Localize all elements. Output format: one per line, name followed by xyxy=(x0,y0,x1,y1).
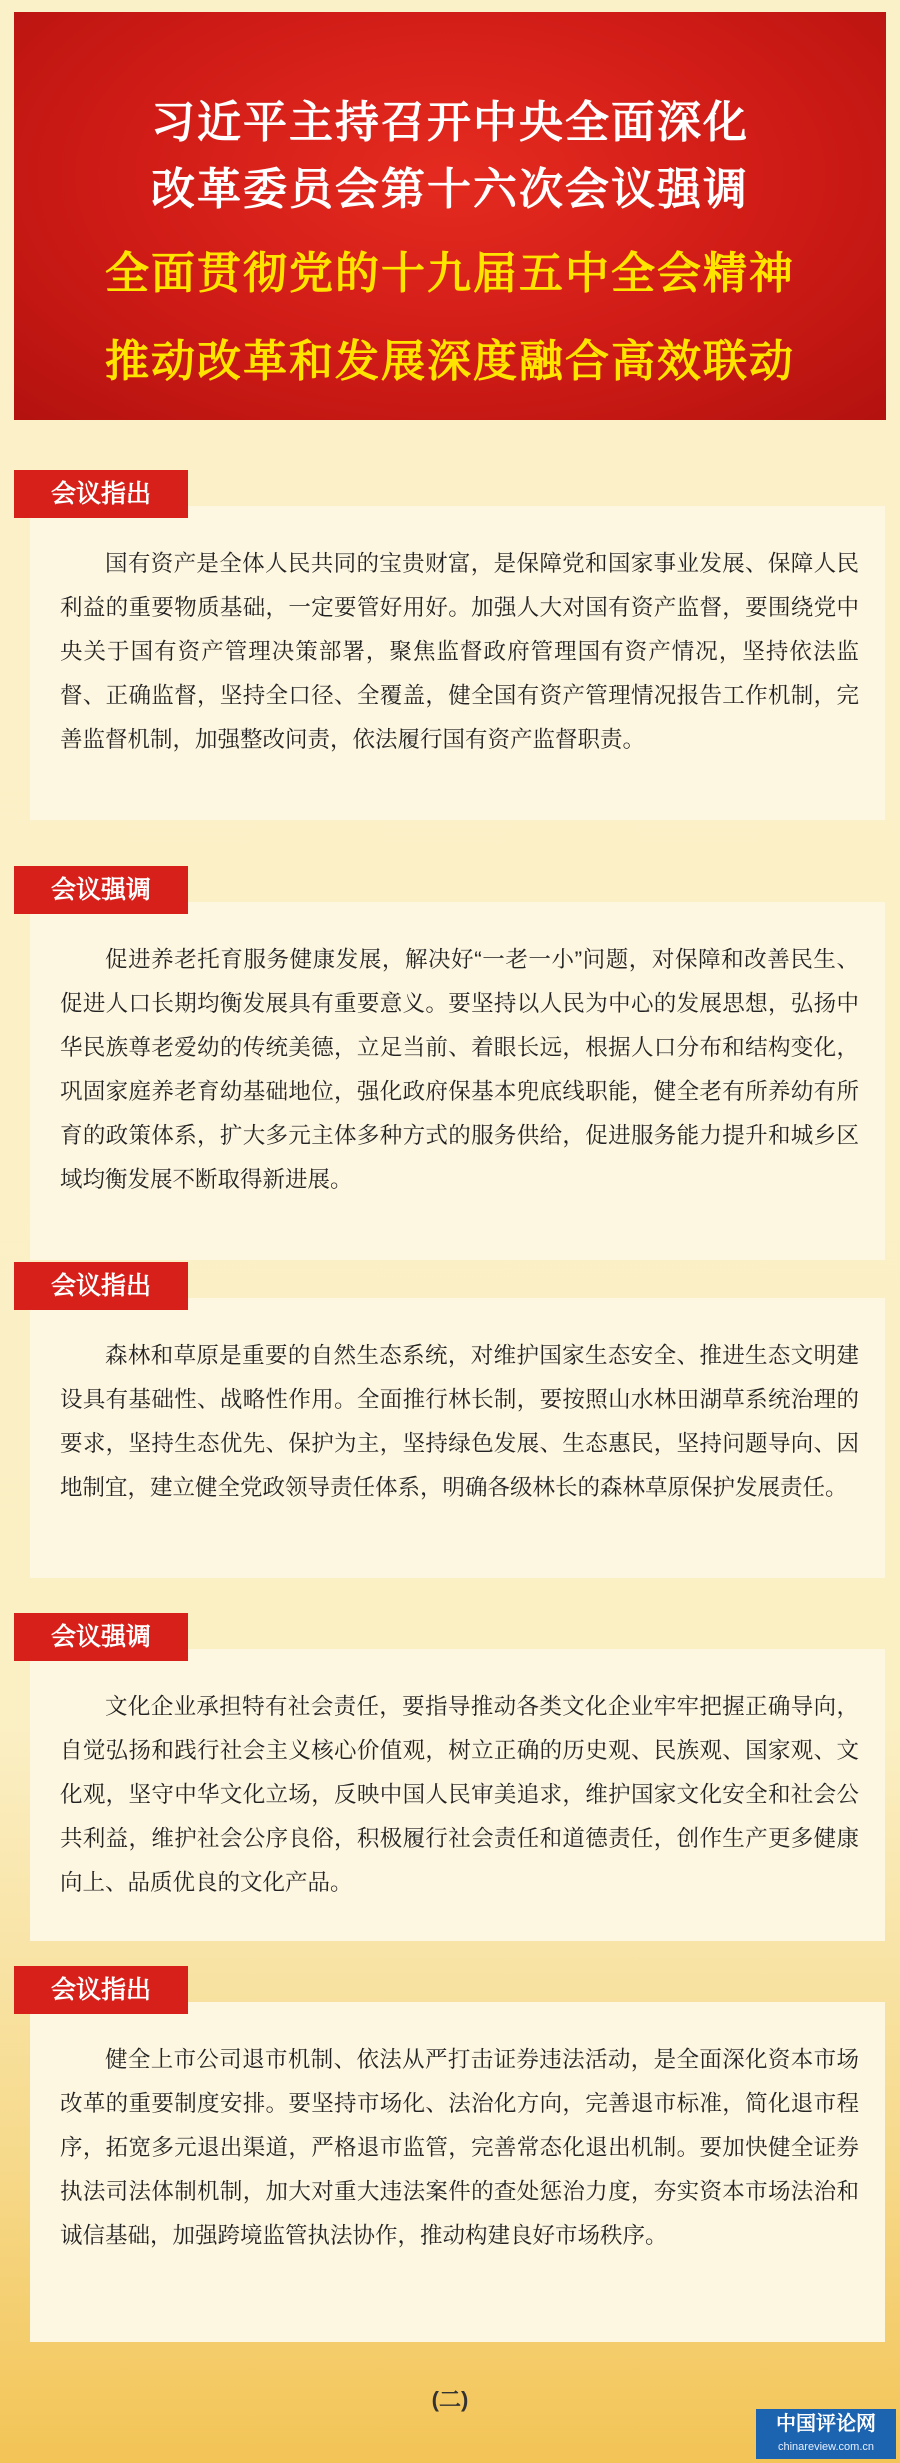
title-line-2: 改革委员会第十六次会议强调 xyxy=(151,165,749,214)
watermark-logo xyxy=(756,2409,896,2459)
section-panel xyxy=(30,902,885,1260)
section-tag: 会议强调 xyxy=(14,866,188,914)
section-text: 文化企业承担特有社会责任，要指导推动各类文化企业牢牢把握正确导向，自觉弘扬和践行社会主义核心价值观，树立正确的历史观、民族观、国家观、文化观，坚守中华文化立场，反映中国人民审美追求，维护国家文化安全和社会公共利益，维护社会公序良俗，积极履行社会责任和道德责任，创作生产更多健康向上、品质优良的文化产品。 xyxy=(60,1694,859,1895)
page-number: (二) xyxy=(431,2387,469,2412)
section-tag: 会议指出 xyxy=(14,1966,188,2014)
watermark-url: chinareview.com.cn xyxy=(778,2441,874,2453)
title-banner xyxy=(14,12,886,420)
title-line-1: 习近平主持召开中央全面深化 xyxy=(151,98,749,147)
title-line-4: 推动改革和发展深度融合高效联动 xyxy=(105,337,795,386)
section-panel xyxy=(30,506,885,820)
section-text: 国有资产是全体人民共同的宝贵财富，是保障党和国家事业发展、保障人民利益的重要物质基础，一定要管好用好。加强人大对国有资产监督，要围绕党中央关于国有资产管理决策部署，聚焦监督政府管理国有资产情况，坚持依法监督、正确监督，坚持全口径、全覆盖，健全国有资产管理情况报告工作机制，完善监督机制，加强整改问责，依法履行国有资产监督职责。 xyxy=(60,551,859,752)
section-panel xyxy=(30,2002,885,2342)
title-line-3: 全面贯彻党的十九届五中全会精神 xyxy=(105,249,795,298)
section-tag: 会议指出 xyxy=(14,1262,188,1310)
section-tag: 会议强调 xyxy=(14,1613,188,1661)
section-text: 促进养老托育服务健康发展，解决好“一老一小”问题，对保障和改善民生、促进人口长期均衡发展具有重要意义。要坚持以人民为中心的发展思想，弘扬中华民族尊老爱幼的传统美德，立足当前、着眼长远，根据人口分布和结构变化，巩固家庭养老育幼基础地位，强化政府保基本兜底线职能，健全老有所养幼有所育的政策体系，扩大多元主体多种方式的服务供给，促进服务能力提升和城乡区域均衡发展不断取得新进展。 xyxy=(60,947,859,1192)
section-tag: 会议指出 xyxy=(14,470,188,518)
section-panel xyxy=(30,1298,885,1578)
section-panel xyxy=(30,1649,885,1941)
section-text: 健全上市公司退市机制、依法从严打击证券违法活动，是全面深化资本市场改革的重要制度安排。要坚持市场化、法治化方向，完善退市标准，简化退市程序，拓宽多元退出渠道，严格退市监管，完善常态化退出机制。要加快健全证券执法司法体制机制，加大对重大违法案件的查处惩治力度，夯实资本市场法治和诚信基础，加强跨境监管执法协作，推动构建良好市场秩序。 xyxy=(60,2047,859,2248)
watermark-title: 中国评论网 xyxy=(776,2413,876,2435)
section-text: 森林和草原是重要的自然生态系统，对维护国家生态安全、推进生态文明建设具有基础性、战略性作用。全面推行林长制，要按照山水林田湖草系统治理的要求，坚持生态优先、保护为主，坚持绿色发展、生态惠民，坚持问题导向、因地制宜，建立健全党政领导责任体系，明确各级林长的森林草原保护发展责任。 xyxy=(60,1343,859,1500)
